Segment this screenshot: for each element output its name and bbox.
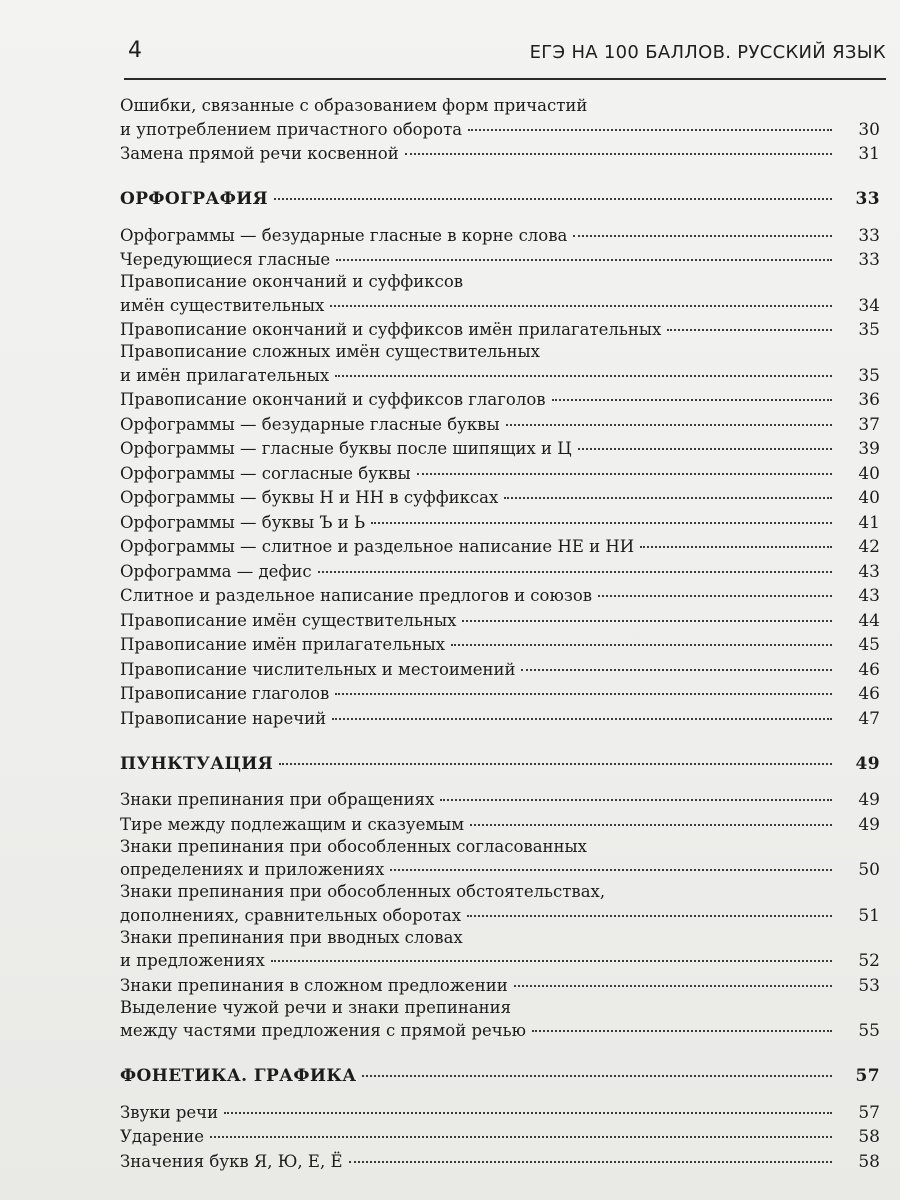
toc-entry-text: определениях и приложениях [120, 860, 385, 879]
toc-page-number: 33 [855, 189, 880, 209]
toc-page-number: 51 [858, 905, 880, 926]
dot-leader [573, 218, 832, 237]
toc-entry-line [120, 705, 880, 730]
toc-entry-text: Знаки препинания при вводных словах [120, 927, 463, 947]
toc-entry-line [120, 902, 880, 927]
running-title: ЕГЭ НА 100 БАЛЛОВ. РУССКИЙ ЯЗЫК [529, 42, 886, 63]
toc-page-number: 40 [858, 488, 880, 508]
toc-page-number: 35 [858, 365, 880, 386]
toc-entry-text: Слитное и раздельное написание предлогов и союзов [120, 586, 593, 605]
toc-page-number: 49 [855, 753, 880, 774]
toc-entry-line [120, 1018, 880, 1043]
toc-entry-text: Правописание имён прилагательных [120, 635, 446, 654]
toc-page-number: 50 [858, 860, 880, 880]
toc-entry [120, 705, 880, 730]
toc-entry [120, 811, 880, 836]
toc-page-number: 58 [858, 1127, 880, 1147]
toc-page-number: 58 [858, 1151, 880, 1172]
toc-entry-text: Правописание сложных имён существительных [120, 342, 540, 361]
dot-leader [405, 137, 832, 156]
toc-page-number: 47 [858, 708, 880, 729]
toc-page-number: 39 [858, 439, 880, 459]
toc-page-number: 41 [858, 512, 880, 533]
dot-leader [578, 432, 832, 451]
toc-entry-line [120, 141, 880, 166]
toc-entry-text: Знаки препинания при обращениях [120, 790, 435, 809]
toc-entry-text: Орфограммы — согласные буквы [120, 463, 411, 483]
dot-leader [279, 746, 832, 765]
toc-page-number: 34 [858, 295, 880, 316]
toc-page-number: 31 [858, 144, 880, 164]
toc-entry-text: Орфограммы — гласные буквы после шипящих и Ц [120, 439, 572, 458]
toc-entry-text: Правописание имён существительных [120, 610, 457, 630]
dot-leader [504, 481, 832, 500]
dot-leader [335, 358, 832, 377]
dot-leader [335, 677, 832, 696]
dot-leader [521, 652, 832, 671]
dot-leader [417, 456, 832, 475]
toc-page-number: 42 [858, 537, 880, 557]
dot-leader [390, 853, 832, 872]
toc-entry-text: ФОНЕТИКА. ГРАФИКА [120, 1066, 357, 1086]
toc-entry-text: Чередующиеся гласные [120, 250, 331, 269]
toc-entry-line [120, 972, 880, 997]
toc-entry [120, 271, 880, 317]
dot-leader [336, 243, 832, 262]
toc-page-number: 30 [858, 119, 880, 140]
toc-page-number: 49 [858, 790, 880, 810]
toc-entry-text: Знаки препинания при обособленных обстоятельствах, [120, 882, 606, 901]
dot-leader [210, 1120, 832, 1139]
dot-leader [362, 1058, 832, 1077]
toc-page-number: 45 [858, 635, 880, 655]
toc-entry-text: Выделение чужой речи и знаки препинания [120, 997, 512, 1017]
dot-leader [274, 181, 832, 200]
toc-entry [120, 247, 880, 272]
dot-leader [640, 530, 832, 549]
toc-entry-text: Правописание наречий [120, 708, 327, 728]
toc-entry-text: Тире между подлежащим и сказуемым [120, 814, 465, 834]
dot-leader [598, 579, 832, 598]
toc-page-number: 43 [858, 561, 880, 582]
toc-entry-line [120, 247, 880, 272]
toc-page-number: 57 [858, 1102, 880, 1123]
toc-entry-text: Орфограммы — слитное и раздельное написание НЕ и НИ [120, 537, 635, 556]
dot-leader [462, 603, 832, 622]
toc-entry-text: Орфограммы — безударные гласные в корне слова [120, 225, 568, 245]
toc-entry [120, 141, 880, 166]
toc-entry-text: ОРФОГРАФИЯ [120, 189, 269, 209]
dot-leader [349, 1144, 832, 1163]
toc-entry-line [120, 1062, 880, 1087]
toc-entry-line [120, 811, 880, 836]
toc-entry-text: Орфограмма — дефис [120, 561, 312, 581]
toc-section-heading [120, 185, 880, 210]
toc-entry-text: Орфограммы — безударные гласные буквы [120, 414, 500, 434]
toc-entry-text: Правописание числительных и местоимений [120, 659, 516, 679]
toc-entry [120, 836, 880, 882]
toc-entry [120, 997, 880, 1043]
toc-page-number: 44 [858, 610, 880, 631]
toc-page-number: 37 [858, 414, 880, 435]
toc-entry-text: Орфограммы — буквы Н и НН в суффиксах [120, 488, 499, 507]
dot-leader [271, 944, 832, 963]
toc-entry-text: ПУНКТУАЦИЯ [120, 753, 274, 774]
toc-page-number: 40 [858, 463, 880, 484]
dot-leader [224, 1095, 832, 1114]
toc-entry-text: Ошибки, связанные с образованием форм причастий [120, 96, 588, 115]
dot-leader [667, 313, 832, 332]
toc-entry [120, 927, 880, 973]
toc-entry-line [120, 857, 880, 882]
dot-leader [371, 505, 832, 524]
toc-entry-text: Ударение [120, 1127, 205, 1146]
toc-entry-text: Знаки препинания при обособленных согласованных [120, 836, 587, 856]
toc-page-number: 53 [858, 975, 880, 996]
toc-page-number: 35 [858, 320, 880, 340]
toc-entry-text: дополнениях, сравнительных оборотах [120, 905, 461, 925]
toc-entry-text: Значения букв Я, Ю, Е, Ё [120, 1151, 343, 1171]
toc-entry-text: Правописание окончаний и суффиксов имён прилагательных [120, 320, 662, 339]
page-header [124, 38, 886, 80]
toc-entry-text: Замена прямой речи косвенной [120, 144, 399, 163]
toc-page-number: 55 [858, 1021, 880, 1041]
toc-entry-text: Правописание окончаний и суффиксов глаголов [120, 390, 546, 409]
toc-entry-text: между частями предложения с прямой речью [120, 1021, 527, 1040]
toc-entry [120, 1148, 880, 1173]
dot-leader [468, 112, 832, 131]
toc-section-heading [120, 1062, 880, 1087]
toc-entry-text: Знаки препинания в сложном предложении [120, 975, 508, 995]
toc-page-number: 33 [858, 225, 880, 246]
toc-entry-text: и имён прилагательных [120, 365, 330, 385]
toc-entry [120, 95, 880, 141]
dot-leader [514, 968, 832, 987]
toc-entry [120, 341, 880, 387]
toc-entry [120, 317, 880, 342]
toc-entry-text: Правописание глаголов [120, 684, 330, 703]
toc-page-number: 36 [858, 390, 880, 410]
toc-entry-text: Звуки речи [120, 1102, 219, 1122]
toc-page-number: 33 [858, 250, 880, 270]
toc-entry-text: Правописание окончаний и суффиксов [120, 272, 464, 291]
dot-leader [318, 554, 832, 573]
toc-entry-line [120, 317, 880, 342]
toc-entry-text: и предложениях [120, 951, 265, 970]
dot-leader [332, 701, 832, 720]
toc-entry-text: имён существительных [120, 295, 325, 315]
dot-leader [451, 628, 832, 647]
toc-entry-line [120, 1148, 880, 1173]
table-of-contents [120, 95, 880, 1173]
dot-leader [330, 288, 832, 307]
toc-entry-text: Орфограммы — буквы Ъ и Ь [120, 512, 366, 532]
page-number: 4 [128, 38, 142, 63]
toc-entry-text: и употреблением причастного оборота [120, 119, 463, 139]
toc-page-number: 57 [855, 1066, 880, 1086]
dot-leader [552, 383, 832, 402]
dot-leader [532, 1014, 832, 1033]
toc-entry-line [120, 185, 880, 210]
toc-page-number: 46 [858, 659, 880, 680]
dot-leader [440, 783, 832, 802]
toc-page-number: 52 [858, 951, 880, 971]
toc-entry [120, 972, 880, 997]
dot-leader [467, 898, 832, 917]
toc-entry-line [120, 750, 880, 775]
toc-section-heading [120, 750, 880, 775]
dot-leader [506, 407, 832, 426]
toc-page-number: 49 [858, 814, 880, 835]
dot-leader [470, 807, 832, 826]
toc-page-number: 43 [858, 586, 880, 606]
toc-page-number: 46 [858, 684, 880, 704]
toc-entry [120, 881, 880, 927]
